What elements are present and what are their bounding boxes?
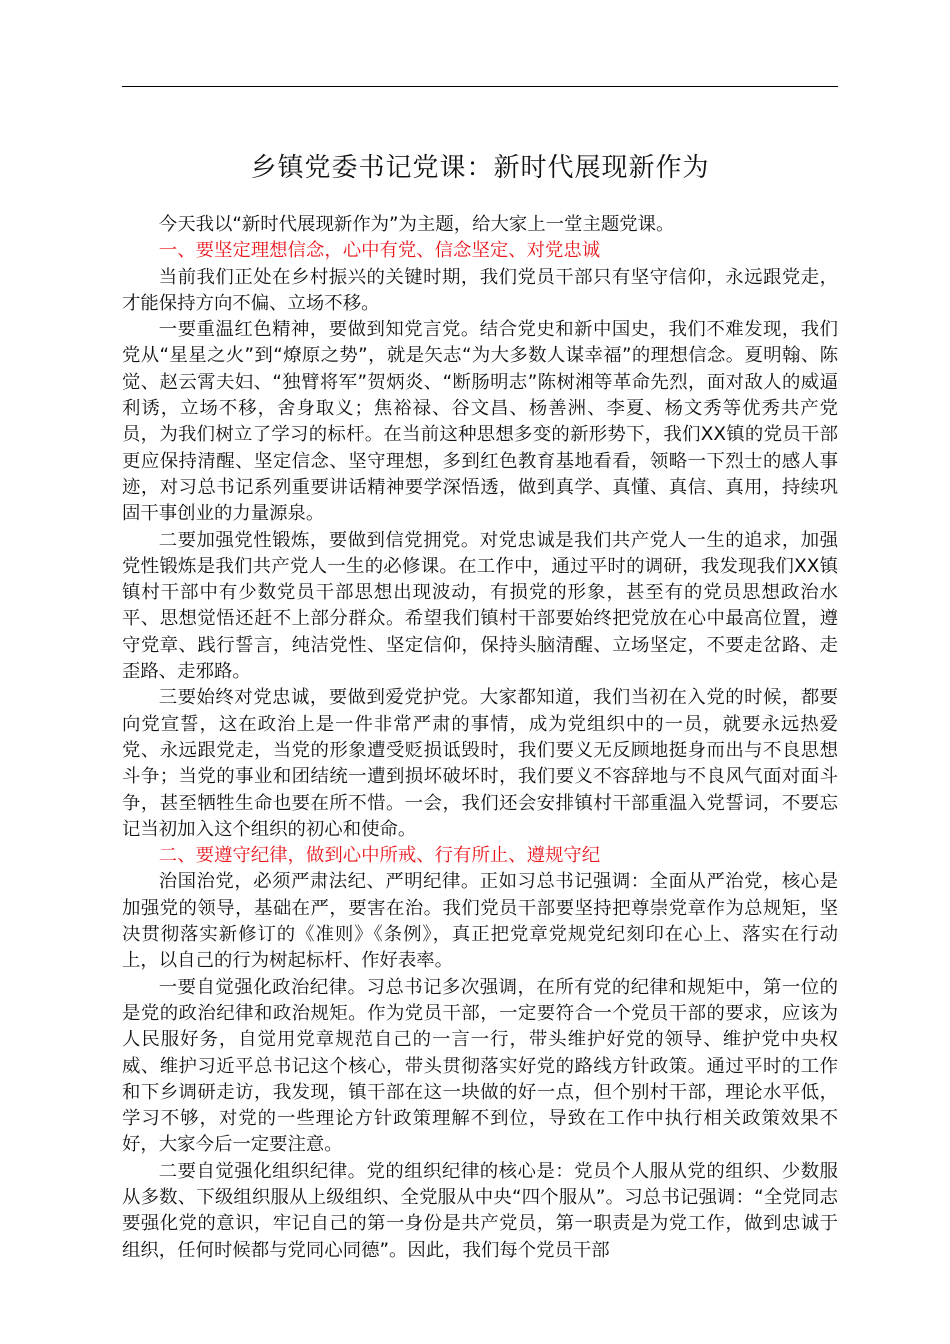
header-rule [122, 86, 838, 87]
document-title: 乡镇党委书记党课：新时代展现新作为 [250, 153, 710, 183]
body-paragraph: 三要始终对党忠诚，要做到爱党护党。大家都知道，我们当初在入党的时候，都要向党宣誓，这在政治上是一件非常严肃的事情，成为党组织中的一员，就要永远热爱党、永远跟党走，当党的形象遭受贬损诋毁时，我们要义无反顾地挺身而出与不良思想斗争；当党的事业和团结统一遭到损坏破坏时，我们要义不容辞地与不良风气面对面斗争，甚至牺牲生命也要在所不惜。一会，我们还会安排镇村干部重温入党誓词，不要忘记当初加入这个组织的初心和使命。 [122, 687, 838, 840]
body-paragraph: 一要重温红色精神，要做到知党言党。结合党史和新中国史，我们不难发现，我们党从“星星之火”到“燎原之势”，就是矢志“为大多数人谋幸福”的理想信念。夏明翰、陈觉、赵云霄夫妇、“独臂将军”贺炳炎、“断肠明志”陈树湘等革命先烈，面对敌人的威逼利诱，立场不移，舍身取义；焦裕禄、谷文昌、杨善洲、李夏、杨文秀等优秀共产党员，为我们树立了学习的标杆。在当前这种思想多变的新形势下，我们XX镇的党员干部更应保持清醒、坚定信念、坚守理想，多到红色教育基地看看，领略一下烈士的感人事迹，对习总书记系列重要讲话精神要学深悟透，做到真学、真懂、真信、真用，持续巩固干事创业的力量源泉。 [122, 319, 838, 525]
section-heading-2: 二、要遵守纪律，做到心中所戒、行有所止、遵规守纪 [158, 845, 601, 867]
body-paragraph: 一要自觉强化政治纪律。习总书记多次强调，在所有党的纪律和规矩中，第一位的是党的政治纪律和政治规矩。作为党员干部，一定要符合一个党员干部的要求，应该为人民服好务，自觉用党章规范自己的一言一行，带头维护好党的领导、维护党中央权威、维护习近平总书记这个核心，带头贯彻落实好党的路线方针政策。通过平时的工作和下乡调研走访，我发现，镇干部在这一块做的好一点，但个别村干部，理论水平低，学习不够，对党的一些理论方针政策理解不到位，导致在工作中执行相关政策效果不好，大家今后一定要注意。 [122, 976, 838, 1156]
section-heading-1: 一、要坚定理想信念，心中有党、信念坚定、对党忠诚 [158, 240, 601, 262]
body-paragraph: 二要加强党性锻炼，要做到信党拥党。对党忠诚是我们共产党人一生的追求，加强党性锻炼是我们共产党人一生的必修课。在工作中，通过平时的调研，我发现我们XX镇镇村干部中有少数党员干部思想出现波动，有损党的形象，甚至有的党员思想政治水平、思想觉悟还赶不上部分群众。希望我们镇村干部要始终把党放在心中最高位置，遵守党章、践行誓言，纯洁党性、坚定信仰，保持头脑清醒、立场坚定，不要走岔路、走歪路、走邪路。 [122, 529, 838, 683]
body-paragraph: 当前我们正处在乡村振兴的关键时期，我们党员干部只有坚守信仰，永远跟党走，才能保持方向不偏、立场不移。 [122, 266, 838, 314]
intro-paragraph: 今天我以“新时代展现新作为”为主题，给大家上一堂主题党课。 [158, 214, 675, 235]
body-paragraph: 治国治党，必须严肃法纪、严明纪律。正如习总书记强调：全面从严治党，核心是加强党的领导，基础在严，要害在治。我们党员干部要坚持把尊崇党章作为总规矩，坚决贯彻落实新修订的《准则》《条例》，真正把党章党规党纪刻印在心上、落实在行动上，以自己的行为树起标杆、作好表率。 [122, 871, 838, 972]
document-body [122, 212, 838, 1264]
body-paragraph: 二要自觉强化组织纪律。党的组织纪律的核心是：党员个人服从党的组织、少数服从多数、下级组织服从上级组织、全党服从中央“四个服从”。习总书记强调：“全党同志要强化党的意识，牢记自己的第一身份是共产党员，第一职责是为党工作，做到忠诚于组织，任何时候都与党同心同德”。因此，我们每个党员干部 [122, 1160, 838, 1261]
